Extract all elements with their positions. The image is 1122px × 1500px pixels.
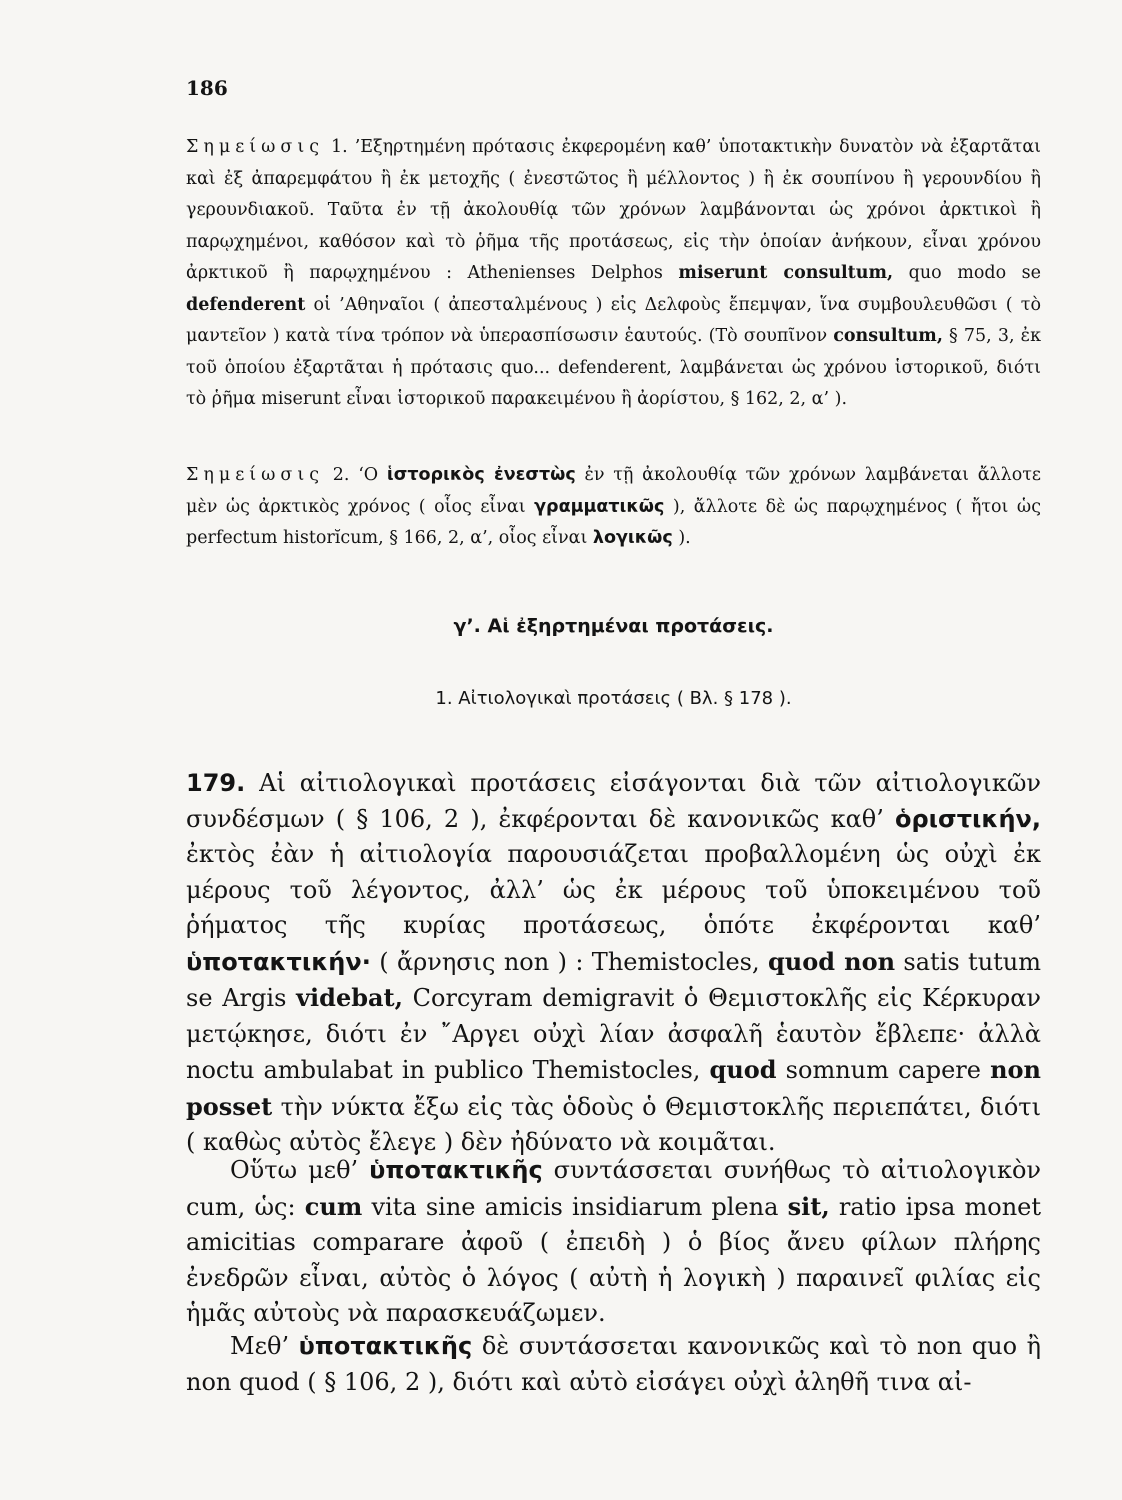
paragraph-text: ( ἄρνησις non ) : Themistocles, [370, 947, 768, 976]
paragraph-text: Corcyram demigravit ὁ Θεμιστοκλῆς εἰς Κέρκυραν μετῴκησε, διότι ἐν ῎Αργει οὐχὶ λίαν ἀσφαλῆ ἑαυτὸν ἔβλεπε· ἀλλὰ noctu ambulabat in publico Themistocles, [186, 984, 1041, 1084]
note-2-text: ), ἄλλοτε δὲ ὡς παρῳχημένος ( ἤτοι ὡς perfectum historĭcum, § 166, 2, α’, οἷος εἶναι [186, 496, 1041, 548]
note-2-bold: λογικῶς [592, 528, 673, 548]
note-1-label: Σημείωσις [186, 137, 325, 157]
paragraph-bold: ὑποτακτικήν· [186, 947, 371, 976]
note-1-bold: miserunt consultum, [678, 263, 894, 283]
note-2-text: ἐν τῇ ἀκολουθίᾳ τῶν χρόνων λαμβάνεται ἄλλοτε μὲν ὡς ἀρκτικὸς χρόνος ( οἷος εἶναι [186, 465, 1042, 517]
note-2-text: 2. ‘Ο [324, 465, 387, 485]
note-2 [186, 460, 1041, 555]
note-1-bold: defenderent [186, 294, 306, 315]
paragraph-text: δὲ συντάσσεται κανονικῶς καὶ τὸ non quo ἢ non quod ( § 106, 2 ), διότι καὶ αὐτὸ εἰσάγει οὐχὶ ἀληθῆ τινα αἰ- [186, 1332, 1041, 1396]
paragraph-text: Μεθ’ [230, 1332, 299, 1360]
paragraph-bold: ὑποτακτικῆς [298, 1332, 473, 1360]
paragraph-bold: quod [709, 1055, 777, 1084]
paragraph-text: satis tutum se Argis [186, 947, 1042, 1012]
paragraph-text: Αἱ αἰτιολογικαὶ προτάσεις εἰσάγονται διὰ τῶν αἰτιολογικῶν συνδέσμων ( § 106, 2 ), ἐκφέρονται δὲ κανονικῶς καθ’ [186, 769, 1041, 833]
paragraph-text: τὴν νύκτα ἔξω εἰς τὰς ὁδοὺς ὁ Θεμιστοκλῆς περιεπάτει, διότι ( καθὼς αὐτὸς ἔλεγε ) δὲν ἠδύνατο νὰ κοιμᾶται. [186, 1092, 1041, 1156]
paragraph-text: ἐκτὸς ἐὰν ἡ αἰτιολογία παρουσιάζεται προβαλλομένη ὡς οὐχὶ ἐκ μέρους τοῦ λέγοντος, ἀλλ’ ὡς ἐκ μέρους τοῦ ὑποκειμένου τοῦ ῥήματος τῆς κυρίας προτάσεως, ὁπότε ἐκφέρονται καθ’ [186, 840, 1041, 939]
paragraph-text: somnum capere [776, 1056, 991, 1084]
note-2-bold: γραμματικῶς [534, 496, 665, 517]
paragraph-bold: quod non [767, 946, 896, 976]
paragraph-text: συντάσσεται συνήθως τὸ αἰτιολογικὸν cum, ὡς: [186, 1156, 1042, 1221]
note-1-text: § 75, 3, ἐκ τοῦ ὁποίου ἐξαρτᾶται ἡ πρότασις quo... defenderent, λαμβάνεται ὡς χρόνου ἱστορικοῦ, διότι τὸ ῥῆμα miserunt εἶναι ἱστορικοῦ παρακειμένου ἢ ἀορίστου, § 162, 2, α’ ). [186, 326, 1042, 409]
note-1-text: οἱ ’Αθηναῖοι ( ἀπεσταλμένους ) εἰς Δελφοὺς ἔπεμψαν, ἵνα συμβουλευθῶσι ( τὸ μαντεῖον ) κατὰ τίνα τρόπον νὰ ὑπερασπίσωσιν ἑαυτούς. (Τὸ σουπῖνον [186, 294, 1041, 346]
paragraph-bold: ὁριστικήν, [895, 804, 1041, 833]
paragraph-bold: non posset [186, 1055, 1041, 1121]
paragraph-bold: sit, [787, 1191, 830, 1221]
note-1 [186, 132, 1041, 416]
paragraph-text: ratio ipsa monet amicitias comparare ἀφοῦ ( ἐπειδὴ ) ὁ βίος ἄνευ φίλων πλήρης ἐνεδρῶν εἶναι, αὐτὸς ὁ λόγος ( αὐτὴ ἡ λογικὴ ) παραινεῖ φιλίας εἰς ἡμᾶς αὐτοὺς νὰ παρασκευάζωμεν. [186, 1192, 1041, 1327]
note-2-text: ). [672, 528, 691, 548]
paragraph-text: Οὕτω μεθ’ [230, 1156, 370, 1184]
section-heading-text: γ’. Αἱ ἐξηρτημέναι προτάσεις. [453, 615, 774, 637]
paragraph-cum [186, 1153, 1041, 1332]
paragraph-179 [186, 766, 1041, 1161]
note-2-bold: ἱστορικὸς ἐνεστὼς [386, 465, 576, 485]
note-1-text: quo modo se [893, 263, 1041, 283]
note-2-label: Σημείωσις [186, 465, 325, 485]
page-number: 186 [186, 76, 228, 100]
section-heading [186, 615, 1041, 637]
note-1-text: 1. ’Εξηρτημένη πρότασις ἐκφερομένη καθ’ ὑποτακτικὴν δυνατὸν νὰ ἐξαρτᾶται καὶ ἐξ ἀπαρεμφάτου ἢ ἐκ μετοχῆς ( ἐνεστῶτος ἢ μέλλοντος ) ἢ ἐκ σουπίνου ἢ γερουνδίου ἢ γερουνδιακοῦ. Ταῦτα ἐν τῇ ἀκολουθίᾳ τῶν χρόνων λαμβάνονται ὡς χρόνοι ἀρκτικοὶ ἢ παρῳχημένοι, καθόσον καὶ τὸ ῥῆμα τῆς προτάσεως, εἰς τὴν ὁποίαν ἀνήκουν, εἶναι χρόνου ἀρκτικοῦ ἢ παρῳχημένου : Athenienses Delphos [186, 137, 1041, 283]
paragraph-bold: videbat, [296, 983, 403, 1012]
paragraph-bold: cum [304, 1191, 363, 1221]
note-1-bold: consultum, [833, 326, 943, 346]
subheading: 1. Αἰτιολογικαὶ προτάσεις ( Βλ. § 178 ). [435, 688, 792, 709]
paragraph-text: vita sine amicis insidiarum plena [362, 1192, 788, 1221]
paragraph-number: 179. [186, 769, 246, 797]
paragraph-meth [186, 1329, 1041, 1400]
paragraph-bold: ὑποτακτικῆς [369, 1156, 543, 1184]
